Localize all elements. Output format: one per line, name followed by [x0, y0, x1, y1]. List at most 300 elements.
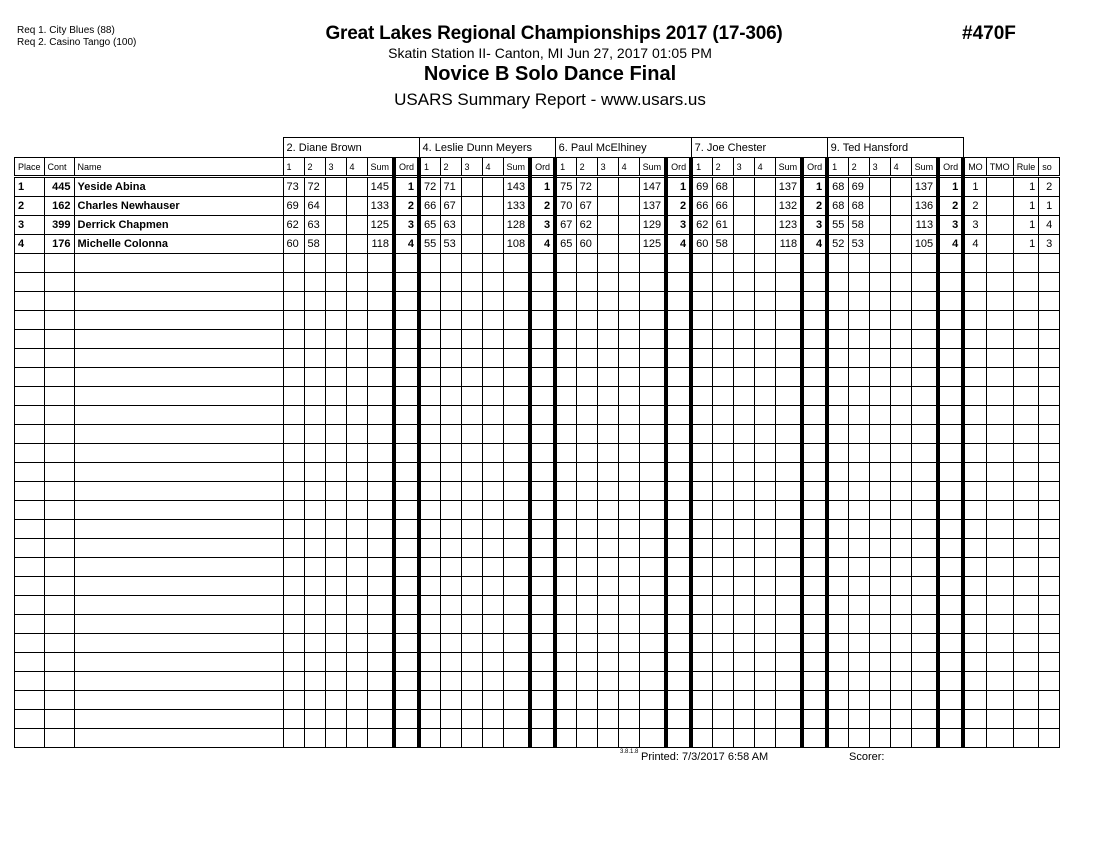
empty-cell: [754, 653, 775, 672]
empty-cell: [733, 653, 754, 672]
empty-cell: [848, 729, 869, 748]
empty-cell: [44, 482, 74, 501]
empty-cell: [963, 634, 986, 653]
empty-cell: [283, 520, 304, 539]
empty-cell: [666, 330, 691, 349]
empty-cell: [802, 729, 827, 748]
empty-cell: [576, 349, 597, 368]
place-cell: 2: [15, 197, 45, 216]
empty-cell: [618, 387, 639, 406]
empty-cell: [44, 330, 74, 349]
score-2: 68: [848, 197, 869, 216]
empty-cell: [869, 254, 890, 273]
empty-cell: [1039, 539, 1060, 558]
score-1: 60: [283, 235, 304, 254]
empty-cell: [74, 311, 283, 330]
empty-cell: [986, 615, 1013, 634]
empty-cell: [1039, 425, 1060, 444]
sum-cell: 143: [503, 177, 530, 197]
ord-header: Ord: [666, 158, 691, 177]
empty-cell: [848, 444, 869, 463]
empty-cell: [802, 577, 827, 596]
empty-cell: [530, 368, 555, 387]
empty-cell: [503, 444, 530, 463]
empty-cell: [461, 425, 482, 444]
empty-cell: [394, 444, 419, 463]
ordinal-cell: 3: [938, 216, 963, 235]
empty-cell: [869, 482, 890, 501]
empty-cell: [15, 254, 45, 273]
empty-cell: [461, 615, 482, 634]
empty-cell: [938, 463, 963, 482]
empty-cell: [938, 387, 963, 406]
empty-cell: [530, 596, 555, 615]
empty-cell: [555, 634, 576, 653]
score-2: 62: [576, 216, 597, 235]
empty-cell: [367, 387, 394, 406]
empty-cell: [419, 729, 440, 748]
empty-cell: [461, 406, 482, 425]
tmo-cell: [986, 235, 1013, 254]
empty-cell: [394, 520, 419, 539]
empty-cell: [44, 539, 74, 558]
empty-cell: [911, 558, 938, 577]
score-3: [869, 197, 890, 216]
ordinal-cell: 4: [938, 235, 963, 254]
empty-cell: [775, 254, 802, 273]
empty-cell: [1039, 387, 1060, 406]
empty-cell: [367, 558, 394, 577]
empty-cell: [325, 254, 346, 273]
empty-cell: [482, 368, 503, 387]
empty-cell: [367, 520, 394, 539]
empty-cell: [802, 368, 827, 387]
empty-cell: [15, 387, 45, 406]
score-3: [597, 216, 618, 235]
score-1: 60: [691, 235, 712, 254]
empty-cell: [304, 292, 325, 311]
empty-cell: [938, 520, 963, 539]
empty-cell: [802, 463, 827, 482]
empty-cell: [530, 672, 555, 691]
empty-cell: [74, 425, 283, 444]
empty-cell: [802, 254, 827, 273]
empty-cell: [346, 596, 367, 615]
empty-cell: [1039, 444, 1060, 463]
empty-cell: [74, 520, 283, 539]
empty-row: [15, 520, 1060, 539]
empty-cell: [890, 615, 911, 634]
empty-cell: [576, 273, 597, 292]
empty-cell: [775, 653, 802, 672]
empty-cell: [394, 273, 419, 292]
empty-cell: [394, 634, 419, 653]
table-row: [15, 235, 1060, 254]
empty-cell: [419, 691, 440, 710]
empty-cell: [597, 349, 618, 368]
empty-cell: [775, 672, 802, 691]
empty-cell: [325, 368, 346, 387]
empty-cell: [419, 653, 440, 672]
ordinal-cell: 4: [802, 235, 827, 254]
empty-cell: [618, 539, 639, 558]
empty-cell: [283, 463, 304, 482]
empty-cell: [963, 672, 986, 691]
empty-cell: [461, 311, 482, 330]
empty-cell: [440, 729, 461, 748]
score-1: 68: [827, 197, 848, 216]
empty-cell: [530, 539, 555, 558]
empty-cell: [304, 539, 325, 558]
sum-cell: 136: [911, 197, 938, 216]
empty-cell: [419, 482, 440, 501]
ordinal-cell: 4: [394, 235, 419, 254]
empty-cell: [802, 691, 827, 710]
empty-cell: [666, 672, 691, 691]
tmo-cell: [986, 197, 1013, 216]
place-cell: 3: [15, 216, 45, 235]
empty-cell: [1039, 311, 1060, 330]
empty-cell: [911, 501, 938, 520]
score-2: 63: [440, 216, 461, 235]
empty-cell: [666, 520, 691, 539]
empty-cell: [938, 254, 963, 273]
empty-cell: [283, 444, 304, 463]
empty-cell: [911, 444, 938, 463]
empty-cell: [419, 425, 440, 444]
empty-cell: [639, 330, 666, 349]
empty-cell: [911, 311, 938, 330]
empty-cell: [482, 558, 503, 577]
empty-cell: [733, 482, 754, 501]
empty-cell: [503, 425, 530, 444]
empty-cell: [890, 444, 911, 463]
empty-cell: [691, 444, 712, 463]
sum-cell: 137: [911, 177, 938, 197]
sum-cell: 137: [639, 197, 666, 216]
empty-cell: [482, 292, 503, 311]
empty-cell: [530, 330, 555, 349]
empty-cell: [827, 710, 848, 729]
empty-cell: [712, 634, 733, 653]
empty-cell: [461, 349, 482, 368]
empty-cell: [44, 710, 74, 729]
s4-header: 4: [618, 158, 639, 177]
empty-cell: [691, 387, 712, 406]
empty-cell: [986, 425, 1013, 444]
empty-cell: [827, 520, 848, 539]
empty-cell: [691, 672, 712, 691]
empty-cell: [890, 406, 911, 425]
empty-cell: [440, 634, 461, 653]
empty-cell: [44, 634, 74, 653]
empty-cell: [712, 710, 733, 729]
empty-cell: [848, 710, 869, 729]
empty-cell: [367, 710, 394, 729]
empty-cell: [74, 387, 283, 406]
sum-header: Sum: [911, 158, 938, 177]
empty-cell: [827, 482, 848, 501]
score-4: [890, 235, 911, 254]
empty-cell: [938, 482, 963, 501]
score-1: 55: [419, 235, 440, 254]
empty-cell: [963, 558, 986, 577]
empty-cell: [712, 482, 733, 501]
empty-cell: [304, 710, 325, 729]
empty-cell: [691, 330, 712, 349]
empty-cell: [754, 520, 775, 539]
empty-cell: [367, 368, 394, 387]
empty-cell: [691, 425, 712, 444]
empty-cell: [304, 577, 325, 596]
score-1: 75: [555, 177, 576, 197]
empty-cell: [775, 330, 802, 349]
empty-cell: [304, 254, 325, 273]
s3-header: 3: [733, 158, 754, 177]
empty-cell: [712, 349, 733, 368]
empty-cell: [74, 653, 283, 672]
score-4: [482, 216, 503, 235]
empty-cell: [44, 425, 74, 444]
score-3: [597, 197, 618, 216]
empty-cell: [802, 425, 827, 444]
empty-cell: [938, 539, 963, 558]
empty-cell: [712, 292, 733, 311]
mo-header: MO: [963, 158, 986, 177]
ordinal-cell: 1: [666, 177, 691, 197]
empty-cell: [848, 349, 869, 368]
empty-cell: [754, 273, 775, 292]
empty-cell: [283, 387, 304, 406]
empty-cell: [986, 368, 1013, 387]
empty-cell: [283, 634, 304, 653]
empty-cell: [555, 615, 576, 634]
empty-row: [15, 710, 1060, 729]
empty-cell: [482, 444, 503, 463]
empty-cell: [691, 710, 712, 729]
empty-cell: [283, 710, 304, 729]
cont-cell: 445: [44, 177, 74, 197]
empty-row: [15, 292, 1060, 311]
empty-cell: [639, 273, 666, 292]
empty-cell: [304, 634, 325, 653]
empty-cell: [597, 596, 618, 615]
empty-cell: [775, 520, 802, 539]
empty-cell: [576, 482, 597, 501]
empty-cell: [639, 539, 666, 558]
empty-cell: [869, 311, 890, 330]
event-number: #470F: [962, 23, 1016, 44]
s3-header: 3: [597, 158, 618, 177]
empty-cell: [827, 463, 848, 482]
scorer-label: Scorer:: [849, 751, 885, 763]
empty-cell: [74, 501, 283, 520]
empty-cell: [440, 254, 461, 273]
empty-cell: [938, 292, 963, 311]
empty-cell: [440, 577, 461, 596]
empty-cell: [304, 672, 325, 691]
empty-cell: [986, 539, 1013, 558]
empty-cell: [44, 691, 74, 710]
empty-cell: [712, 463, 733, 482]
empty-cell: [712, 539, 733, 558]
empty-cell: [666, 463, 691, 482]
empty-cell: [666, 501, 691, 520]
empty-cell: [394, 425, 419, 444]
empty-cell: [639, 501, 666, 520]
empty-cell: [754, 672, 775, 691]
empty-cell: [754, 387, 775, 406]
empty-cell: [733, 539, 754, 558]
empty-cell: [869, 691, 890, 710]
empty-cell: [802, 634, 827, 653]
empty-cell: [963, 254, 986, 273]
empty-cell: [419, 444, 440, 463]
empty-cell: [440, 615, 461, 634]
empty-cell: [530, 615, 555, 634]
empty-cell: [1013, 729, 1039, 748]
score-3: [325, 216, 346, 235]
empty-cell: [283, 691, 304, 710]
empty-cell: [482, 691, 503, 710]
empty-cell: [15, 634, 45, 653]
empty-cell: [283, 482, 304, 501]
empty-cell: [576, 653, 597, 672]
empty-cell: [754, 349, 775, 368]
empty-cell: [666, 292, 691, 311]
empty-cell: [555, 520, 576, 539]
empty-cell: [712, 425, 733, 444]
empty-cell: [15, 330, 45, 349]
empty-cell: [440, 330, 461, 349]
empty-cell: [15, 596, 45, 615]
empty-cell: [869, 634, 890, 653]
empty-cell: [74, 691, 283, 710]
empty-cell: [802, 596, 827, 615]
empty-cell: [530, 273, 555, 292]
empty-cell: [911, 634, 938, 653]
empty-cell: [74, 577, 283, 596]
empty-cell: [15, 672, 45, 691]
empty-cell: [503, 691, 530, 710]
empty-cell: [461, 539, 482, 558]
empty-cell: [74, 368, 283, 387]
score-3: [461, 216, 482, 235]
empty-cell: [15, 710, 45, 729]
empty-cell: [1013, 710, 1039, 729]
empty-cell: [530, 729, 555, 748]
s4-header: 4: [754, 158, 775, 177]
empty-cell: [530, 406, 555, 425]
score-2: 53: [848, 235, 869, 254]
empty-cell: [890, 254, 911, 273]
empty-cell: [346, 672, 367, 691]
empty-cell: [827, 254, 848, 273]
empty-cell: [325, 463, 346, 482]
empty-cell: [712, 311, 733, 330]
empty-cell: [802, 311, 827, 330]
empty-cell: [963, 292, 986, 311]
empty-cell: [986, 482, 1013, 501]
empty-cell: [530, 501, 555, 520]
empty-cell: [530, 653, 555, 672]
ord-header: Ord: [802, 158, 827, 177]
empty-cell: [775, 634, 802, 653]
location-datetime: Skatin Station II- Canton, MI Jun 27, 2017 01:05 PM: [388, 45, 712, 61]
empty-cell: [869, 710, 890, 729]
empty-cell: [938, 558, 963, 577]
empty-cell: [775, 539, 802, 558]
empty-cell: [576, 615, 597, 634]
empty-cell: [346, 615, 367, 634]
empty-cell: [618, 520, 639, 539]
empty-cell: [440, 444, 461, 463]
empty-cell: [802, 273, 827, 292]
empty-cell: [74, 482, 283, 501]
empty-cell: [618, 368, 639, 387]
empty-cell: [1013, 425, 1039, 444]
empty-cell: [986, 672, 1013, 691]
table-row: [15, 197, 1060, 216]
empty-cell: [1039, 292, 1060, 311]
score-2: 58: [712, 235, 733, 254]
empty-cell: [346, 691, 367, 710]
empty-cell: [691, 520, 712, 539]
empty-cell: [802, 482, 827, 501]
empty-cell: [482, 349, 503, 368]
empty-cell: [576, 501, 597, 520]
empty-cell: [325, 653, 346, 672]
empty-cell: [712, 615, 733, 634]
empty-cell: [367, 577, 394, 596]
empty-cell: [911, 672, 938, 691]
empty-cell: [848, 406, 869, 425]
empty-cell: [530, 634, 555, 653]
score-4: [346, 216, 367, 235]
empty-cell: [754, 501, 775, 520]
empty-cell: [482, 311, 503, 330]
empty-cell: [74, 596, 283, 615]
judge-name: 2. Diane Brown: [283, 138, 419, 158]
empty-cell: [911, 463, 938, 482]
skater-name: Michelle Colonna: [74, 235, 283, 254]
empty-cell: [440, 558, 461, 577]
empty-cell: [419, 615, 440, 634]
empty-cell: [503, 292, 530, 311]
empty-cell: [461, 463, 482, 482]
score-2: 58: [848, 216, 869, 235]
empty-cell: [74, 254, 283, 273]
empty-cell: [666, 691, 691, 710]
empty-cell: [911, 596, 938, 615]
empty-cell: [963, 596, 986, 615]
empty-cell: [775, 349, 802, 368]
empty-cell: [869, 672, 890, 691]
empty-cell: [827, 691, 848, 710]
empty-cell: [848, 615, 869, 634]
empty-cell: [890, 387, 911, 406]
empty-cell: [754, 558, 775, 577]
empty-cell: [367, 254, 394, 273]
empty-cell: [712, 501, 733, 520]
empty-cell: [597, 406, 618, 425]
score-2: 61: [712, 216, 733, 235]
empty-cell: [44, 463, 74, 482]
empty-cell: [503, 634, 530, 653]
sum-cell: 125: [367, 216, 394, 235]
empty-cell: [304, 349, 325, 368]
empty-cell: [576, 254, 597, 273]
